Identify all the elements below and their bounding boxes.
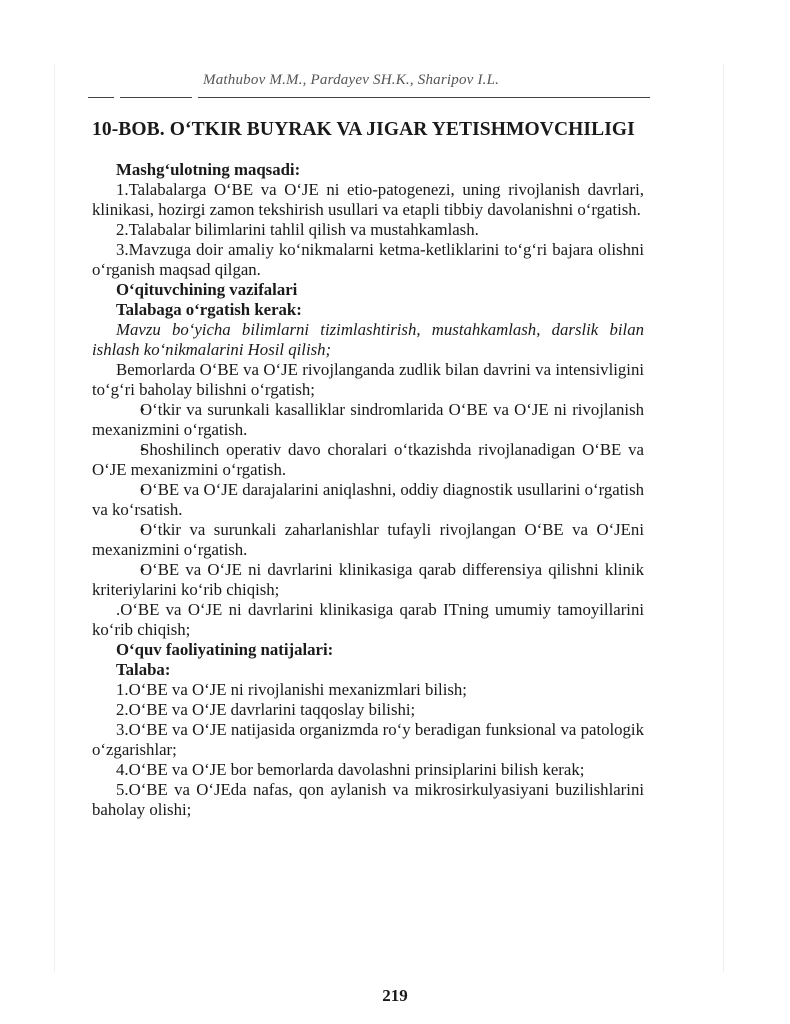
bullet-text: O‘BE va O‘JE darajalarini aniqlashni, oddiy diagnostik usullarini o‘rgatish va ko‘rsatish. xyxy=(92,480,644,519)
numbered-paragraph: 1.O‘BE va O‘JE ni rivojlanishi mexanizmlari bilish; xyxy=(116,680,467,699)
bullet-text: O‘tkir va surunkali kasalliklar sindromlarida O‘BE va O‘JE ni rivojlanish mexanizmini o‘rgatish. xyxy=(92,400,644,439)
section-heading: Mashg‘ulotning maqsadi: xyxy=(116,160,301,179)
header-rule xyxy=(120,97,192,98)
header-rule xyxy=(88,97,114,98)
numbered-paragraph: 3.Mavzuga doir amaliy ko‘nikmalarni ketma-ketliklarini to‘g‘ri bajara olishni o‘rganish maqsad qilgan. xyxy=(92,240,644,279)
bullet-item xyxy=(92,480,644,520)
numbered-paragraph: 5.O‘BE va O‘JEda nafas, qon aylanish va mikrosirkulyasiyani buzilishlarini baholay olishi; xyxy=(92,780,644,819)
bullet-item xyxy=(92,440,644,480)
bullet-icon xyxy=(116,400,140,419)
numbered-paragraph: 3.O‘BE va O‘JE natijasida organizmda ro‘y beradigan funksional va patologik o‘zgarishlar; xyxy=(92,720,644,759)
bullet-icon xyxy=(116,520,140,539)
italic-paragraph: Mavzu bo‘yicha bilimlarni tizimlashtirish, mustahkamlash, darslik bilan ishlash ko‘nikmalarini Hosil qilish; xyxy=(92,320,644,359)
section-heading: Talabaga o‘rgatish kerak: xyxy=(116,300,302,319)
section-heading: O‘quv faoliyatining natijalari: xyxy=(116,640,334,659)
numbered-paragraph: 4.O‘BE va O‘JE bor bemorlarda davolashni prinsiplarini bilish kerak; xyxy=(116,760,585,779)
numbered-paragraph: 1.Talabalarga O‘BE va O‘JE ni etio-patogenezi, uning rivojlanish davrlari, klinikasi, hozirgi zamon tekshirish usullari va etapli tibbiy davolanishni o‘rgatish. xyxy=(92,180,644,219)
running-head: Mathubov M.M., Pardayev SH.K., Sharipov I.L. xyxy=(203,72,500,88)
paragraph: .O‘BE va O‘JE ni davrlarini klinikasiga qarab ITning umumiy tamoyillarini ko‘rib chiqish; xyxy=(92,600,644,639)
bullet-text: O‘tkir va surunkali zaharlanishlar tufayli rivojlangan O‘BE va O‘JEni mexanizmini o‘rgatish. xyxy=(92,520,644,559)
paragraph: Bemorlarda O‘BE va O‘JE rivojlanganda zudlik bilan davrini va intensivligini to‘g‘ri baholay bilishni o‘rgatish; xyxy=(92,360,644,399)
section-heading: O‘qituvchining vazifalari xyxy=(116,280,298,299)
bullet-text: Shoshilinch operativ davo choralari o‘tkazishda rivojlanadigan O‘BE va O‘JE mexanizmini o‘rgatish. xyxy=(92,440,644,479)
numbered-paragraph: 2.Talabalar bilimlarini tahlil qilish va mustahkamlash. xyxy=(116,220,479,239)
numbered-paragraph: 2.O‘BE va O‘JE davrlarini taqqoslay bilishi; xyxy=(116,700,416,719)
page-number: 219 xyxy=(382,986,408,1005)
page-body xyxy=(92,160,644,820)
bullet-item xyxy=(92,560,644,600)
section-heading: Talaba: xyxy=(116,660,171,679)
header-rule xyxy=(198,97,650,98)
bullet-icon xyxy=(116,480,140,499)
chapter-title: 10-BOB. O‘TKIR BUYRAK VA JIGAR YETISHMOVCHILIGI xyxy=(92,119,635,140)
bullet-icon xyxy=(116,560,140,579)
bullet-item xyxy=(92,400,644,440)
bullet-text: O‘BE va O‘JE ni davrlarini klinikasiga qarab differensiya qilishni klinik kriteriylarini ko‘rib chiqish; xyxy=(92,560,644,599)
bullet-item xyxy=(92,520,644,560)
bullet-icon xyxy=(116,440,140,459)
